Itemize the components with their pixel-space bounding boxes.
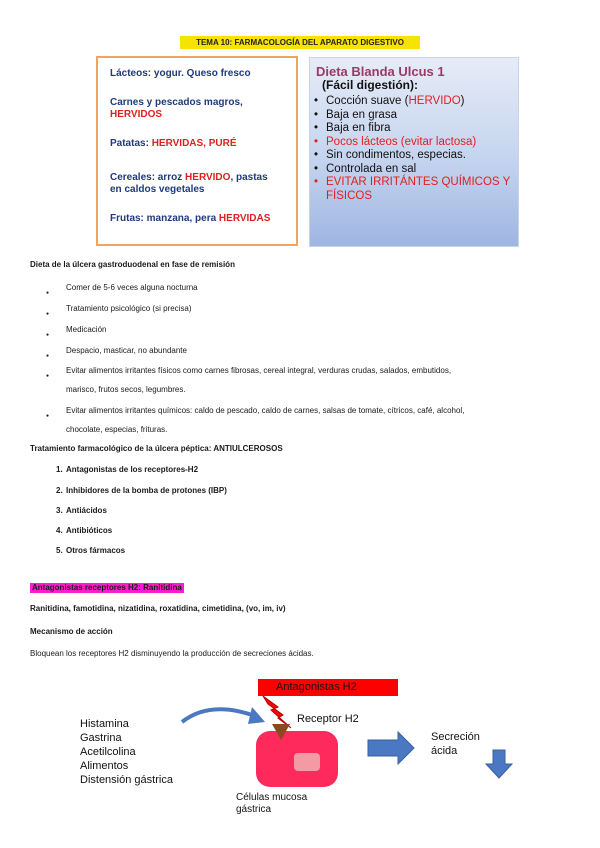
bullet-icon (46, 364, 52, 370)
tratamiento-item: Otros fármacos (66, 546, 126, 555)
antagonist-banner: Antagonistas H2 (258, 679, 398, 696)
curved-arrow-icon (182, 709, 255, 722)
tratamiento-item: Antibióticos (66, 526, 113, 535)
cell-inner (294, 753, 320, 771)
right-arrow-icon (368, 732, 414, 764)
remision-item-cont: marisco, frutos secos, legumbres. (66, 385, 186, 394)
stimulus-label: Distensión gástrica (80, 774, 173, 786)
stimulus-label: Histamina (80, 718, 129, 730)
food-patatas: Patatas: HERVIDAS, PURÉ (110, 138, 237, 149)
diet-item: • Controlada en sal (314, 163, 520, 177)
stimulus-label: Alimentos (80, 760, 129, 772)
tratamiento-item: Antagonistas de los receptores-H2 (66, 465, 199, 474)
list-number: 1. (56, 465, 63, 474)
bullet-icon (46, 344, 52, 350)
mecanismo-desc: Bloquean los receptores H2 disminuyendo la producción de secreciones ácidas. (30, 649, 314, 658)
food-cereales: Cereales: arroz HERVIDO, pastas en caldos vegetales (110, 172, 268, 195)
remision-heading: Dieta de la úlcera gastroduodenal en fase de remisión (30, 260, 235, 269)
list-number: 2. (56, 486, 63, 495)
stimulus-label: Gastrina (80, 732, 122, 744)
diet-item: • Baja en grasa (314, 109, 520, 123)
down-arrow-icon (486, 750, 512, 778)
section-highlight: Antagonistas receptores H2: Ranitidina (32, 583, 182, 592)
bullet-icon (46, 281, 52, 287)
bullet-icon (46, 404, 52, 410)
tratamiento-item: Inhibidores de la bomba de protones (IBP) (66, 486, 227, 495)
remision-item: Medicación (66, 325, 107, 334)
list-number: 3. (56, 506, 63, 515)
remision-item: Evitar alimentos irritantes físicos como carnes fibrosas, cereal integral, verduras crudas, salados, embutidos, (66, 366, 452, 375)
remision-item: Tratamiento psicológico (si precisa) (66, 304, 192, 313)
remision-item: Evitar alimentos irritantes químicos: caldo de pescado, caldo de carnes, salsas de tomate, cítricos, café, alcohol, (66, 406, 465, 415)
list-number: 4. (56, 526, 63, 535)
tratamiento-item: Antiácidos (66, 506, 107, 515)
food-frutas: Frutas: manzana, pera HERVIDAS (110, 213, 271, 224)
mecanismo-heading: Mecanismo de acción (30, 627, 113, 636)
drug-list: Ranitidina, famotidina, nizatidina, roxatidina, cimetidina, (vo, im, iv) (30, 604, 286, 613)
stimulus-label: Acetilcolina (80, 746, 136, 758)
list-number: 5. (56, 546, 63, 555)
receptor-label: Receptor H2 (297, 713, 359, 725)
food-lacteos: Lácteos: yogur. Queso fresco (110, 68, 251, 79)
diet-item: • Baja en fibra (314, 122, 520, 136)
diet-item: • Sin condimentos, especias. (314, 149, 520, 163)
diet-item: • Pocos lácteos (evitar lactosa) (314, 136, 520, 150)
diet-list (314, 95, 520, 203)
curved-arrowhead-icon (248, 707, 265, 724)
secretion-label: Secreción ácida (431, 731, 480, 757)
remision-item: Despacio, masticar, no abundante (66, 346, 187, 355)
blocking-bolt-icon (263, 696, 291, 728)
cells-label: Células mucosa gástrica (236, 792, 308, 815)
diet-item: • Cocción suave (HERVIDO) (314, 95, 520, 109)
food-carnes: Carnes y pescados magros, HERVIDOS (110, 97, 243, 120)
page-title: TEMA 10: FARMACOLOGÍA DEL APARATO DIGESTIVO (180, 36, 420, 49)
bullet-icon (46, 302, 52, 308)
remision-item: Comer de 5-6 veces alguna nocturna (66, 283, 198, 292)
diet-title: Dieta Blanda Ulcus 1 (316, 64, 445, 79)
diet-subtitle: (Fácil digestión): (322, 78, 418, 92)
diet-item: • EVITAR IRRITÁNTES QUÍMICOS Y FÍSICOS (314, 176, 520, 203)
tratamiento-heading: Tratamiento farmacológico de la úlcera péptica: ANTIULCEROSOS (30, 444, 283, 453)
remision-item-cont: chocolate, especias, frituras. (66, 425, 168, 434)
bullet-icon (46, 323, 52, 329)
